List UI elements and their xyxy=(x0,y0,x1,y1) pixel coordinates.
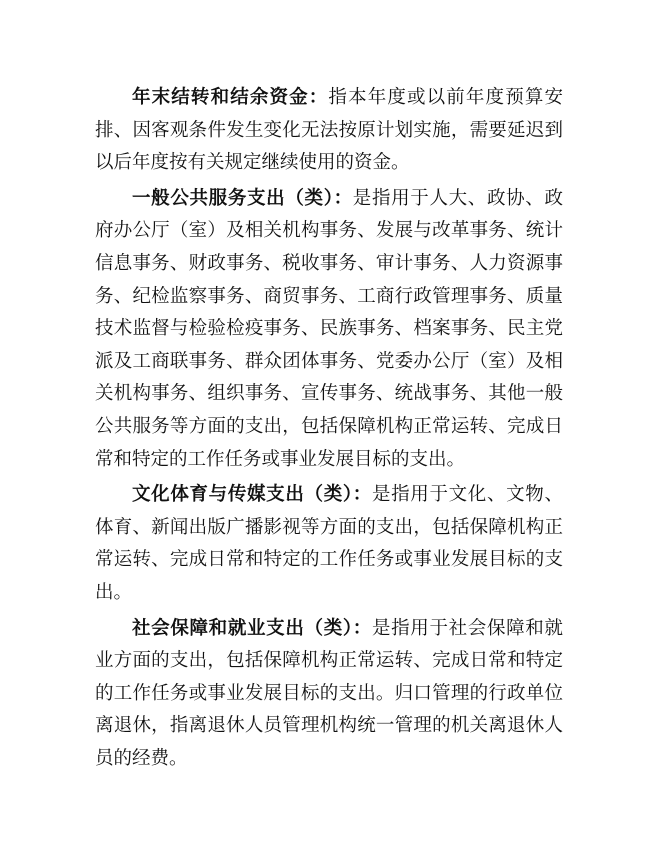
term-heading: 文化体育与传媒支出（类）： xyxy=(132,484,372,506)
document-body xyxy=(95,82,563,775)
term-definition: 指本年度或以前年度预算安排、因客观条件发生变化无法按原计划实施，需要延迟到以后年度按有关规定继续使用的资金。 xyxy=(95,87,563,174)
term-definition: 是指用于文化、文物、体育、新闻出版广播影视等方面的支出，包括保障机构正常运转、完成日常和特定的工作任务或事业发展目标的支出。 xyxy=(95,484,563,603)
paragraph-general-public-services xyxy=(95,183,563,476)
paragraph-culture-sports-media xyxy=(95,479,563,609)
paragraph-year-end-carryover xyxy=(95,82,563,180)
term-definition: 是指用于人大、政协、政府办公厅（室）及相关机构事务、发展与改革事务、统计信息事务、财政事务、税收事务、审计事务、人力资源事务、纪检监察事务、商贸事务、工商行政管理事务、质量技术监督与检验检疫事务、民族事务、档案事务、民主党派及工商联事务、群众团体事务、党委办公厅（室）及相关机构事务、组织事务、宣传事务、统战事务、其他一般公共服务等方面的支出，包括保障机构正常运转、完成日常和特定的工作任务或事业发展目标的支出。 xyxy=(95,187,563,470)
paragraph-social-security-employment xyxy=(95,613,563,776)
term-definition: 是指用于社会保障和就业方面的支出，包括保障机构正常运转、完成日常和特定的工作任务或事业发展目标的支出。归口管理的行政单位离退休，指离退休人员管理机构统一管理的机关离退休人员的经费。 xyxy=(95,617,563,769)
term-heading: 社会保障和就业支出（类）： xyxy=(132,617,372,639)
term-heading: 年末结转和结余资金： xyxy=(132,87,329,108)
term-heading: 一般公共服务支出（类）： xyxy=(132,187,353,209)
